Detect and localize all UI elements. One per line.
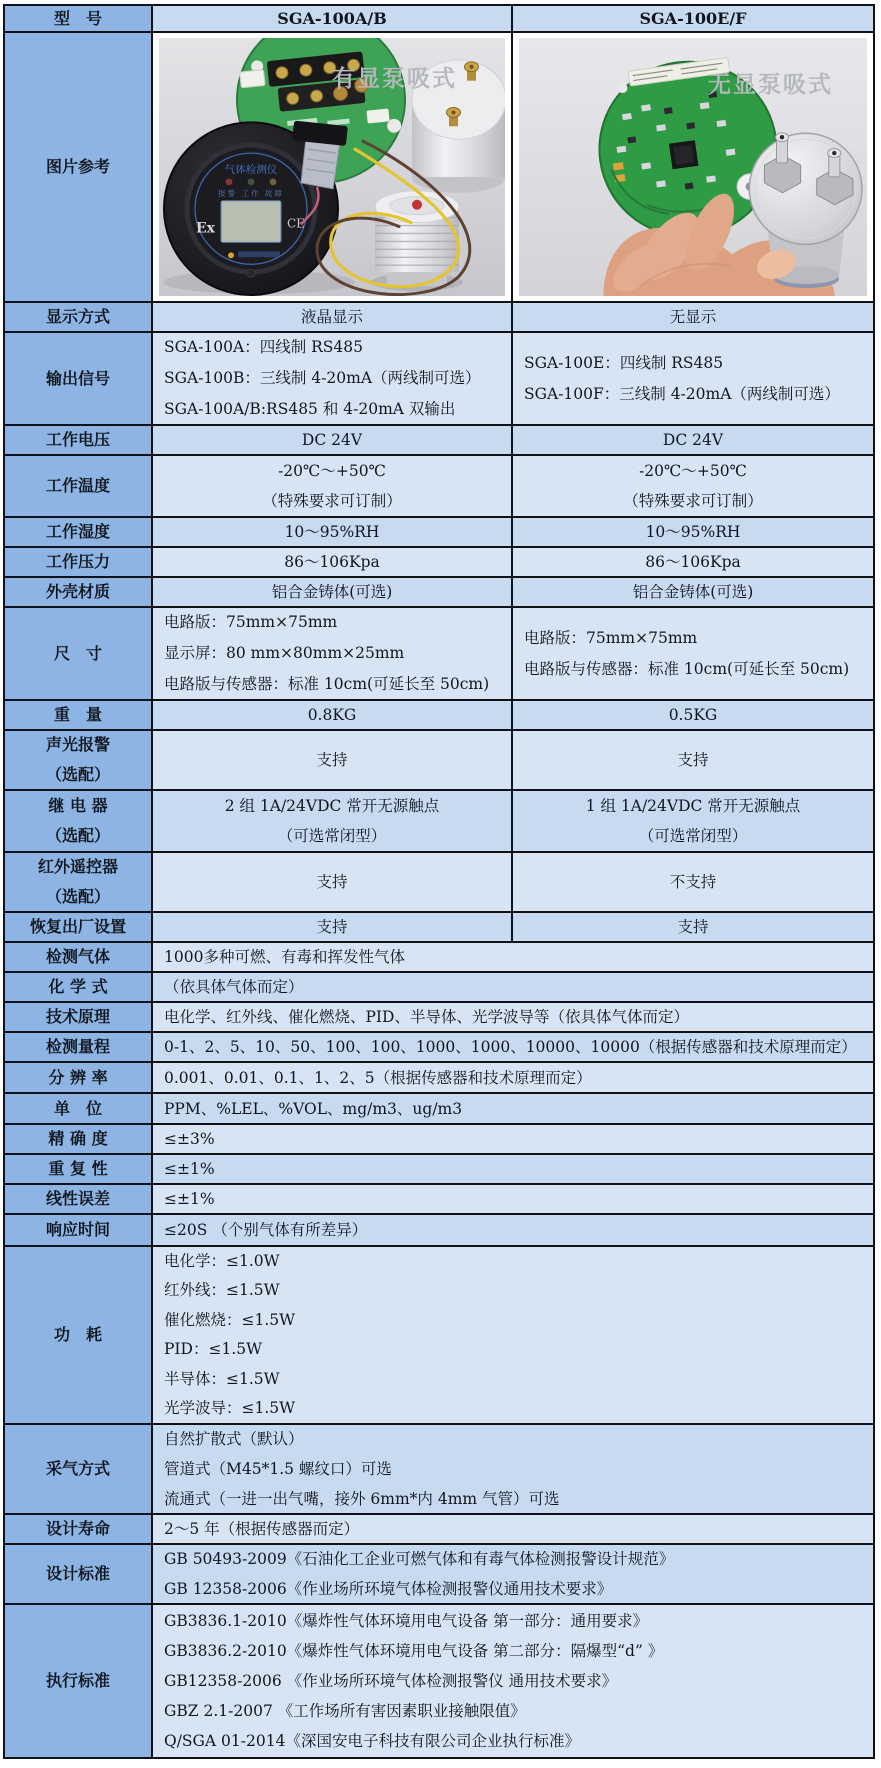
spec-label: 恢复出厂设置 <box>5 913 153 941</box>
photo-sga-100ab <box>159 38 505 296</box>
row-technical-principle <box>5 1003 873 1033</box>
lcd-screen <box>221 201 281 243</box>
spec-value-a: 0.8KG <box>153 701 513 729</box>
spec-label: 功 耗 <box>5 1247 153 1423</box>
spec-value-a: 铝合金铸体(可选) <box>153 578 513 606</box>
watermark-left: 有显泵吸式 <box>332 65 457 92</box>
spec-value: ≤±3% <box>153 1125 873 1153</box>
spec-label: 采气方式 <box>5 1425 153 1513</box>
spec-label: 分 辨 率 <box>5 1063 153 1092</box>
spec-value: 0-1、2、5、10、50、100、100、1000、1000、10000、10000（根据传感器和技术原理而定） <box>153 1033 873 1061</box>
spec-value-b: 无显示 <box>513 303 873 331</box>
spec-value: 自然扩散式（默认） 管道式（M45*1.5 螺纹口）可选 流通式（一进一出气嘴，接外 6mm*内 4mm 气管）可选 <box>153 1425 873 1513</box>
row-ir-remote <box>5 853 873 913</box>
spec-label: 重 复 性 <box>5 1155 153 1183</box>
spec-value-a: 液晶显示 <box>153 303 513 331</box>
work-led <box>248 179 255 186</box>
spec-value-a: 支持 <box>153 731 513 789</box>
spec-label: 继 电 器 （选配） <box>5 791 153 851</box>
spec-value-a: 支持 <box>153 853 513 911</box>
spec-value-a: 支持 <box>153 913 513 941</box>
spec-value-b: SGA-100E：四线制 RS485 SGA-100F：三线制 4-20mA（两线制可选） <box>513 333 873 424</box>
header-model-sga-100ef: SGA-100E/F <box>513 6 873 31</box>
row-linearity-error <box>5 1185 873 1215</box>
spec-value: PPM、%LEL、%VOL、mg/m3、ug/m3 <box>153 1094 873 1123</box>
row-shell-material <box>5 578 873 608</box>
spec-value-b: 电路版：75mm×75mm 电路版与传感器：标准 10cm(可延长至 50cm) <box>513 608 873 699</box>
row-response-time <box>5 1215 873 1247</box>
spec-label: 外壳材质 <box>5 578 153 606</box>
spec-label: 精 确 度 <box>5 1125 153 1153</box>
row-display-mode <box>5 303 873 333</box>
spec-value-b: 0.5KG <box>513 701 873 729</box>
spec-label: 单 位 <box>5 1094 153 1123</box>
spec-label: 线性误差 <box>5 1185 153 1213</box>
spec-value: 1000多种可燃、有毒和挥发性气体 <box>153 943 873 971</box>
spec-label: 工作温度 <box>5 456 153 516</box>
row-design-standard <box>5 1545 873 1605</box>
spec-value: 2～5 年（根据传感器而定） <box>153 1515 873 1543</box>
spec-label: 输出信号 <box>5 333 153 424</box>
spec-value: ≤±1% <box>153 1185 873 1213</box>
spec-label: 重 量 <box>5 701 153 729</box>
row-factory-reset <box>5 913 873 943</box>
photo-cell-sga-100ef <box>513 33 873 301</box>
row-working-voltage <box>5 426 873 456</box>
detector-screen-title: 气体检测仪 <box>224 163 278 176</box>
row-chemical-formula <box>5 973 873 1003</box>
ex-mark: Ex <box>196 220 216 237</box>
row-photo-reference <box>5 33 873 303</box>
spec-value-a: 10～95%RH <box>153 518 513 546</box>
ce-mark: CE <box>287 216 305 231</box>
row-resolution <box>5 1063 873 1094</box>
spec-value-b: DC 24V <box>513 426 873 454</box>
spec-table <box>3 4 875 1759</box>
row-power-consumption <box>5 1247 873 1425</box>
spec-value-b: 86～106Kpa <box>513 548 873 576</box>
spec-label: 工作湿度 <box>5 518 153 546</box>
row-dimensions <box>5 608 873 701</box>
header-row <box>5 6 873 33</box>
fault-led <box>270 179 277 186</box>
spec-value: GB3836.1-2010《爆炸性气体环境用电气设备 第一部分：通用要求》 GB3836.2-2010《爆炸性气体环境用电气设备 第二部分：隔爆型“d” 》 GB12358-2006 《作业场所环境气体检测报警仪 通用技术要求》 GBZ 2.1-2007 《工作场所有害因素职业接触限值》 Q/SGA 01-2014《深国安电子科技有限公司企业执行标准》 <box>153 1605 873 1757</box>
spec-value: （依具体气体而定） <box>153 973 873 1001</box>
spec-label: 化 学 式 <box>5 973 153 1001</box>
led-labels: 报警 工作 故障 <box>218 188 284 198</box>
spec-label: 技术原理 <box>5 1003 153 1031</box>
spec-value-b: -20℃～+50℃ （特殊要求可订制） <box>513 456 873 516</box>
spec-value-a: DC 24V <box>153 426 513 454</box>
row-output-signal <box>5 333 873 426</box>
spec-label: 工作压力 <box>5 548 153 576</box>
photo-row-label: 图片参考 <box>5 33 153 301</box>
row-weight <box>5 701 873 731</box>
spec-label: 设计标准 <box>5 1545 153 1603</box>
photo-sga-100ef <box>519 38 867 296</box>
row-sampling-method <box>5 1425 873 1515</box>
header-model-sga-100ab: SGA-100A/B <box>153 6 513 31</box>
spec-label: 检测量程 <box>5 1033 153 1061</box>
spec-value-b: 支持 <box>513 731 873 789</box>
spec-value-b: 支持 <box>513 913 873 941</box>
row-relay <box>5 791 873 853</box>
row-working-pressure <box>5 548 873 578</box>
spec-value: ≤±1% <box>153 1155 873 1183</box>
spec-label: 响应时间 <box>5 1215 153 1245</box>
row-working-temperature <box>5 456 873 518</box>
row-audible-visual-alarm <box>5 731 873 791</box>
row-execution-standard <box>5 1605 873 1757</box>
spec-label: 设计寿命 <box>5 1515 153 1543</box>
spec-value-a: SGA-100A：四线制 RS485 SGA-100B：三线制 4-20mA（两线制可选） SGA-100A/B:RS485 和 4-20mA 双输出 <box>153 333 513 424</box>
row-detection-range <box>5 1033 873 1063</box>
spec-value-a: 86～106Kpa <box>153 548 513 576</box>
spec-value-b: 10～95%RH <box>513 518 873 546</box>
spec-value: ≤20S （个别气体有所差异） <box>153 1215 873 1245</box>
row-working-humidity <box>5 518 873 548</box>
spec-value-b: 不支持 <box>513 853 873 911</box>
photo-cell-sga-100ab <box>153 33 513 301</box>
spec-value-a: -20℃～+50℃ （特殊要求可订制） <box>153 456 513 516</box>
row-accuracy <box>5 1125 873 1155</box>
row-repeatability <box>5 1155 873 1185</box>
spec-label: 检测气体 <box>5 943 153 971</box>
spec-label: 工作电压 <box>5 426 153 454</box>
alarm-led <box>226 179 233 186</box>
spec-label: 显示方式 <box>5 303 153 331</box>
row-design-life <box>5 1515 873 1545</box>
spec-label: 尺 寸 <box>5 608 153 699</box>
spec-value-b: 铝合金铸体(可选) <box>513 578 873 606</box>
spec-label: 声光报警 （选配） <box>5 731 153 789</box>
spec-value: GB 50493-2009《石油化工企业可燃气体和有毒气体检测报警设计规范》 GB 12358-2006《作业场所环境气体检测报警仪通用技术要求》 <box>153 1545 873 1603</box>
spec-value-a: 电路版：75mm×75mm 显示屏：80 mm×80mm×25mm 电路版与传感器：标准 10cm(可延长至 50cm) <box>153 608 513 699</box>
header-model-label: 型 号 <box>5 6 153 31</box>
spec-value-a: 2 组 1A/24VDC 常开无源触点 （可选常闭型） <box>153 791 513 851</box>
spec-value-b: 1 组 1A/24VDC 常开无源触点 （可选常闭型） <box>513 791 873 851</box>
spec-value: 电化学：≤1.0W 红外线：≤1.5W 催化燃烧：≤1.5W PID：≤1.5W 半导体：≤1.5W 光学波导：≤1.5W <box>153 1247 873 1423</box>
spec-value: 0.001、0.01、0.1、1、2、5（根据传感器和技术原理而定） <box>153 1063 873 1092</box>
watermark-right: 无显泵吸式 <box>708 71 833 98</box>
row-unit <box>5 1094 873 1125</box>
spec-label: 执行标准 <box>5 1605 153 1757</box>
spec-label: 红外遥控器 （选配） <box>5 853 153 911</box>
spec-value: 电化学、红外线、催化燃烧、PID、半导体、光学波导等（依具体气体而定） <box>153 1003 873 1031</box>
row-detected-gases <box>5 943 873 973</box>
